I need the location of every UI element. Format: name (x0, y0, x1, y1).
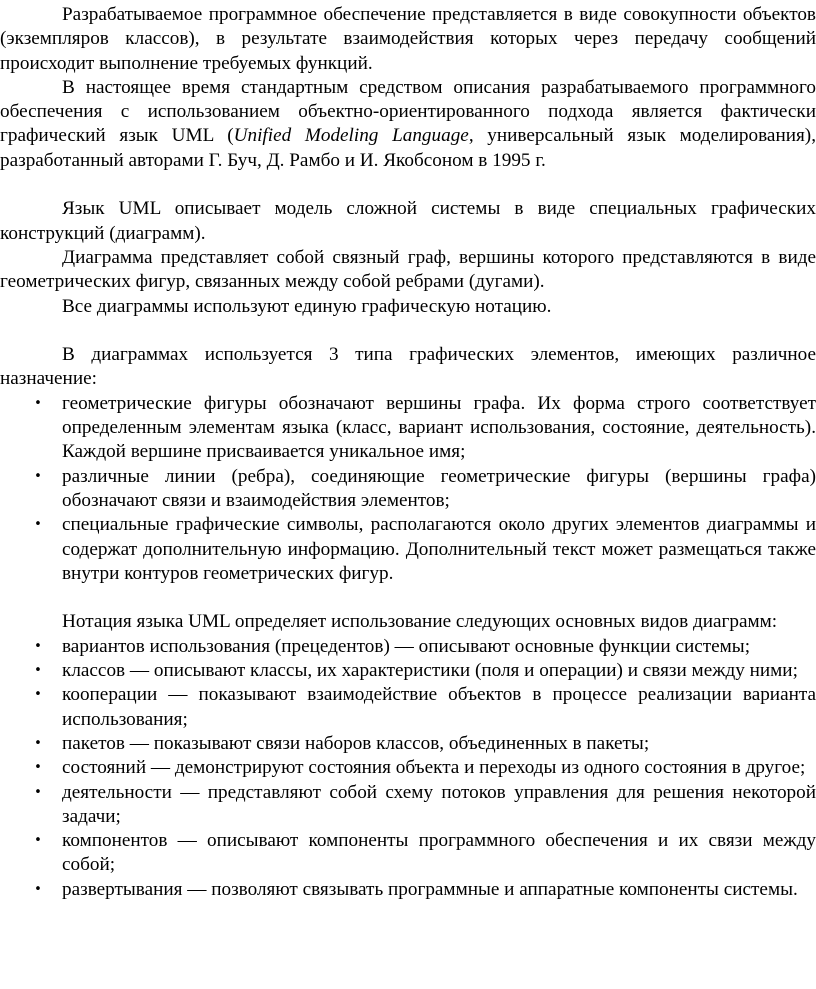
paragraph-gap (0, 586, 816, 610)
bullet-icon: • (34, 395, 42, 411)
list-item-text: деятельности — представляют собой схему потоков управления для решения некоторой задачи; (62, 781, 816, 827)
bullet-icon: • (34, 663, 42, 679)
bullet-icon: • (34, 881, 42, 897)
list-item (34, 878, 816, 902)
uml-full-name: Unified Modeling Language (233, 125, 469, 147)
list-item-text: геометрические фигуры обозначают вершины графа. Их форма строго соответствует определенным элементам языка (класс, вариант использования, состояние, деятельность). Каждой вершине присваивается уникальное имя; (62, 392, 816, 463)
list-item-text: состояний — демонстрируют состояния объекта и переходы из одного состояния в другое; (62, 757, 806, 779)
list-item-text: кооперации — показывают взаимодействие объектов в процессе реализации варианта использования; (62, 684, 816, 730)
bullet-icon: • (34, 687, 42, 703)
bullet-icon: • (34, 468, 42, 484)
diagram-types-list (0, 635, 816, 902)
bullet-icon: • (34, 735, 42, 751)
list-item-text: развертывания — позволяют связывать программные и аппаратные компоненты системы. (62, 878, 798, 900)
paragraph-notation: Все диаграммы используют единую графическую нотацию. (62, 295, 552, 317)
paragraph-gap (0, 173, 816, 197)
bullet-icon: • (34, 760, 42, 776)
uml-intro-text: В настоящее время стандартным средством описания разрабатываемого программного обеспечения с использованием объектно-ориентированного подхода является фактически графический язык UML ( (0, 76, 816, 147)
list-item-text: компонентов — описывают компоненты программного обеспечения и их связи между собой; (62, 830, 816, 876)
bullet-icon: • (34, 784, 42, 800)
list-item (34, 829, 816, 878)
list-item-text: классов — описывают классы, их характеристики (поля и операции) и связи между ними; (62, 660, 798, 682)
list-item (34, 659, 816, 683)
paragraph-uml-model: Язык UML описывает модель сложной системы в виде специальных графических конструкций (диаграмм). (0, 198, 816, 244)
paragraph-gap (0, 319, 816, 343)
list-item (34, 756, 816, 780)
list-item (34, 732, 816, 756)
list-item-text: специальные графические символы, располагаются около других элементов диаграммы и содержат дополнительную информацию. Дополнительный текст может размещаться также внутри контуров геометрических фигур. (62, 514, 816, 584)
bullet-icon: • (34, 638, 42, 654)
list-item (34, 465, 816, 514)
list-item (34, 392, 816, 465)
list-item-text: пакетов — показывают связи наборов классов, объединенных в пакеты; (62, 732, 650, 754)
paragraph-uml-intro (0, 76, 816, 173)
list-item (34, 781, 816, 830)
paragraph-elements-intro: В диаграммах используется 3 типа графических элементов, имеющих различное назначение: (0, 344, 816, 390)
bullet-icon: • (34, 517, 42, 533)
bullet-icon: • (34, 833, 42, 849)
list-item (34, 683, 816, 732)
list-item (34, 635, 816, 659)
list-item-text: различные линии (ребра), соединяющие геометрические фигуры (вершины графа) обозначают связи и взаимодействия элементов; (62, 465, 816, 511)
list-item (34, 513, 816, 586)
paragraph-objects: Разрабатываемое программное обеспечение представляется в виде совокупности объектов (экземпляров классов), в результате взаимодействия которых через передачу сообщений происходит выполнение требуемых функций. (0, 4, 816, 74)
uml-intro-text-end: , универсальный язык моделирования), разработанный авторами Г. Буч, Д. Рамбо и И. Якобсоном в 1995 г. (0, 125, 816, 171)
list-item-text: вариантов использования (прецедентов) — описывают основные функции системы; (62, 635, 751, 657)
paragraph-notation-intro: Нотация языка UML определяет использование следующих основных видов диаграмм: (62, 611, 778, 633)
paragraph-diagram-graph: Диаграмма представляет собой связный граф, вершины которого представляются в виде геометрических фигур, связанных между собой ребрами (дугами). (0, 246, 816, 293)
elements-list (0, 392, 816, 586)
